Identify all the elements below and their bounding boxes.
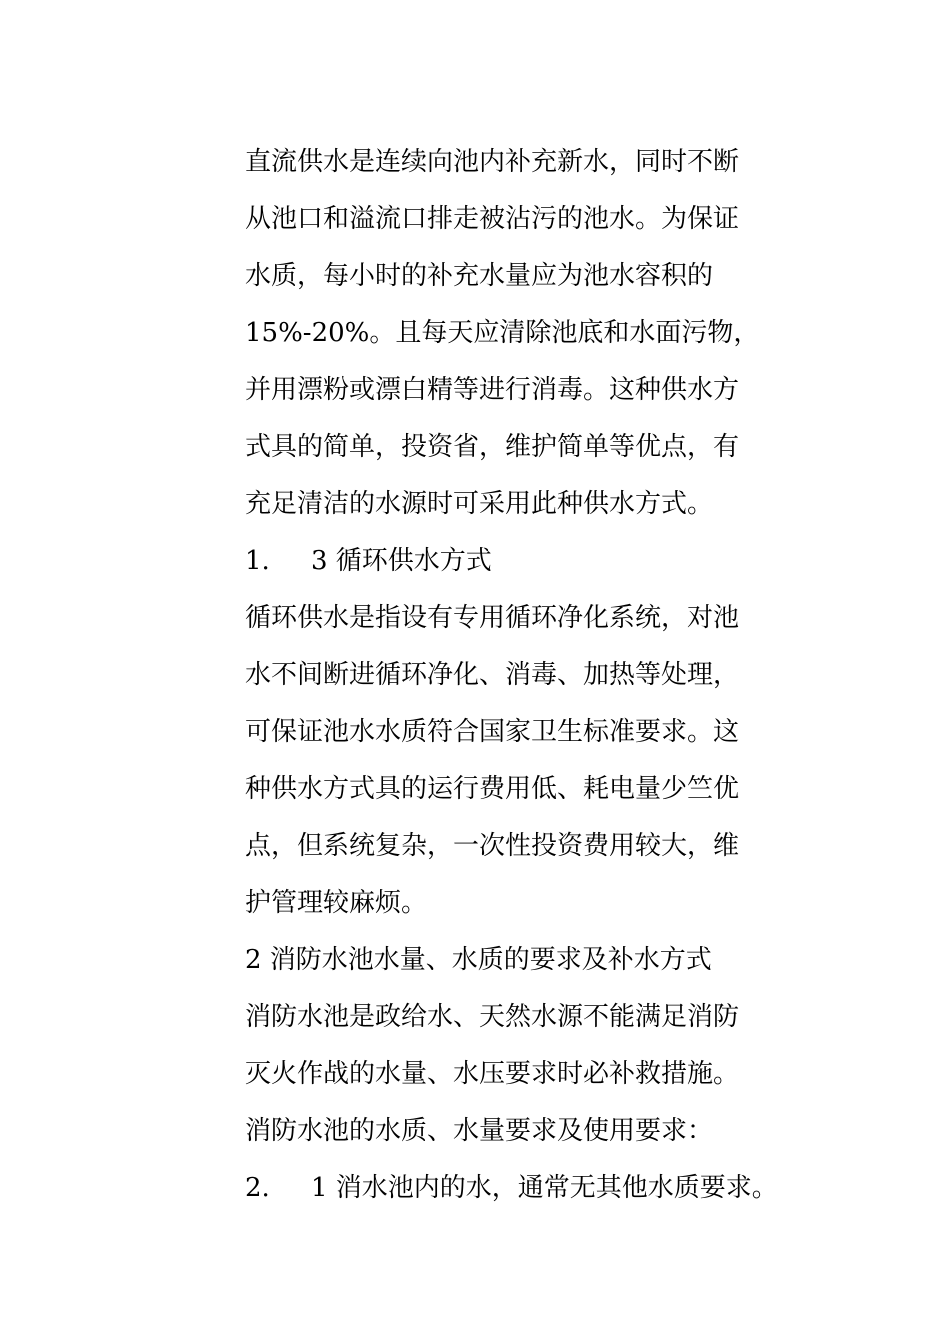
section-heading-2-1 (245, 1160, 805, 1217)
text-line: 循环供水是指设有专用循环净化系统，对池 (245, 603, 740, 633)
text-line: 并用漂粉或漂白精等进行消毒。这种供水方 (245, 375, 740, 405)
text-line: 消防水池的水质、水量要求及使用要求： (245, 1116, 714, 1146)
section-number: 1. (245, 546, 270, 576)
text-line: 护管理较麻烦。 (245, 888, 428, 918)
text-line: 从池口和溢流口排走被沾污的池水。为保证 (245, 204, 740, 234)
text-line: 消防水池是政给水、天然水源不能满足消防 (245, 1002, 740, 1032)
text-line: 灭火作战的水量、水压要求时必补救措施。 (245, 1059, 740, 1089)
section-heading-1-3 (245, 533, 805, 590)
body-text (245, 134, 805, 1217)
section-title: 1 消水池内的水，通常无其他水质要求。 (311, 1173, 778, 1203)
text-line: 水质，每小时的补充水量应为池水容积的 (245, 261, 714, 291)
text-line: 种供水方式具的运行费用低、耗电量少竺优 (245, 774, 740, 804)
text-line: 点，但系统复杂，一次性投资费用较大，维 (245, 831, 740, 861)
text-line: 式具的简单，投资省，维护简单等优点，有 (245, 432, 740, 462)
text-line: 水不间断进循环净化、消毒、加热等处理， (245, 660, 740, 690)
section-title: 3 循环供水方式 (311, 546, 492, 576)
text-line: 直流供水是连续向池内补充新水，同时不断 (245, 147, 740, 177)
section-heading-2: 2 消防水池水量、水质的要求及补水方式 (245, 945, 712, 975)
text-line: 15%-20%。且每天应清除池底和水面污物， (245, 318, 760, 348)
text-line: 可保证池水水质符合国家卫生标准要求。这 (245, 717, 740, 747)
text-line: 充足清洁的水源时可采用此种供水方式。 (245, 489, 714, 519)
section-number: 2. (245, 1173, 270, 1203)
